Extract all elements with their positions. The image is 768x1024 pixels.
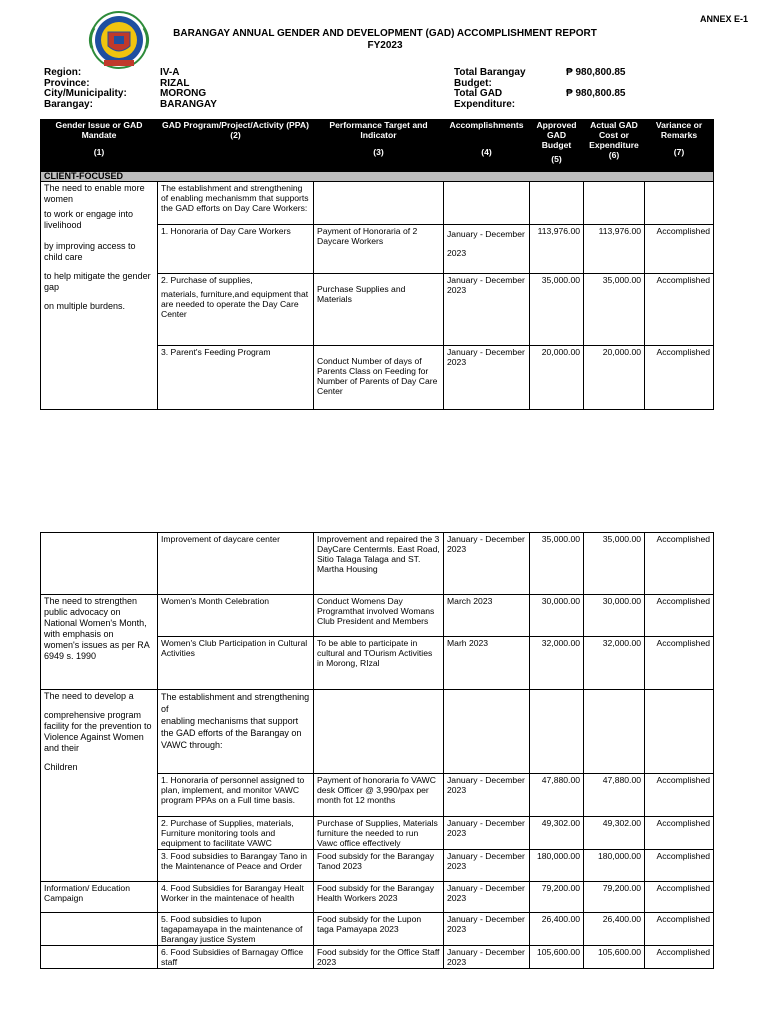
table-row: Improvement of daycare center Improvement and repaired the 3 DayCare Centermls. East Road, Sitio Talaga Talaga and ST. Martha Housing January - December 2023 35,000.00 35,000.00 Accomplished <box>41 533 714 595</box>
table-row: Information/ Education Campaign 4. Food Subsidies for Barangay Healt Worker in the maintenace of health Food subsidy for the Barangay Health Workers 2023 January - December 2023 79,200.00 79,200.00 Accomplished <box>41 882 714 913</box>
table-row: 2. Purchase of supplies, materials, furniture,and equipment that are needed to operate the Day Care Center Purchase Supplies and Materials January - December 2023 35,000.00 35,000.00 Accomplished <box>41 274 714 346</box>
table-row: The need to develop a comprehensive program facility for the prevention to Violence Against Women and their Children The establishment and strengthening of enabling mechanisms that support the GAD efforts of the Barangay on VAWC through: <box>41 690 714 774</box>
table-row: 1. Honoraria of personnel assigned to plan, implement, and monitor VAWC program PPAs on a Full time basis. Payment of honoraria fo VAWC desk Officer @ 3,990/pax per month fot 12 months January - December 2023 47,880.00 47,880.00 Accomplished <box>41 774 714 817</box>
table-row: 1. Honoraria of Day Care Workers Payment of Honoraria of 2 Daycare Workers January - December 2023 113,976.00 113,976.00 Accomplished <box>41 225 714 274</box>
report-title <box>160 28 610 52</box>
location-info <box>44 68 217 110</box>
barangay-seal-logo <box>86 10 152 72</box>
title-line-2: FY2023 <box>367 40 403 51</box>
province-label: Province: <box>44 77 90 89</box>
table-row <box>41 182 714 225</box>
city-label: City/Municipality: <box>44 88 127 99</box>
table-row: The need to strengthen public advocacy on National Women's Month, with emphasis on women's issues as per RA 6949 s. 1990 Women's Month Celebration Conduct Womens Day Programthat involved Womans Club President and Members March 2023 30,000.00 30,000.00 Accomplished <box>41 595 714 637</box>
gad-table-1 <box>40 119 714 410</box>
header-ppa: GAD Program/Project/Activity (PPA) (2) <box>158 120 314 172</box>
gender-issue-cell: Information/ Education Campaign <box>41 882 158 913</box>
gad-expenditure-label: Total GAD Expenditure: <box>454 88 516 110</box>
table-row: 6. Food Subsidies of Barnagay Office staff Food subsidy for the Office Staff 2023 January - December 2023 105,600.00 105,600.00 Accomplished <box>41 946 714 969</box>
annex-label: ANNEX E-1 <box>699 14 748 24</box>
header-target: Performance Target and Indicator (3) <box>314 120 444 172</box>
gender-issue-cell: The need to enable more women to work or engage into livelihood by improving access to child care to help mitigate the gender gap on multiple burdens. <box>41 182 158 410</box>
region-label: Region: <box>44 67 82 78</box>
header-accomplishments: Accomplishments (4) <box>444 120 530 172</box>
header-gender-issue: Gender Issue or GAD Mandate (1) <box>41 120 158 172</box>
total-budget-label: Total Barangay Budget: <box>454 67 526 89</box>
table-row: 3. Parent's Feeding Program Conduct Number of days of Parents Class on Feeding for Number of Parents of Day Care Center January - December 2023 20,000.00 20,000.00 Accomplished <box>41 346 714 410</box>
budget-info <box>454 68 626 110</box>
title-line-1: BARANGAY ANNUAL GENDER AND DEVELOPMENT (GAD) ACCOMPLISHMENT REPORT <box>173 28 597 39</box>
section-client-focused: CLIENT-FOCUSED <box>41 172 714 182</box>
header-approved-budget: Approved GAD Budget (5) <box>530 120 584 172</box>
table-row: Women's Club Participation in Cultural Activities To be able to participate in cultural and TOurism Activities in Morong, RIzal Marh 2023 32,000.00 32,000.00 Accomplished <box>41 637 714 690</box>
ppa-intro: The establishment and strengthening of enabling mechanismm that supports the GAD efforts on Day Care Workers: <box>158 182 314 225</box>
header-remarks: Variance or Remarks (7) <box>645 120 714 172</box>
gender-issue-cell: The need to develop a comprehensive program facility for the prevention to Violence Against Women and their Children <box>41 690 158 882</box>
total-budget-value: ₱ 980,800.85 <box>566 67 626 78</box>
region-value: IV-A <box>160 67 180 78</box>
city-value: MORONG <box>160 88 207 99</box>
gender-issue-cell: The need to strengthen public advocacy on National Women's Month, with emphasis on women's issues as per RA 6949 s. 1990 <box>41 595 158 690</box>
table-row: 3. Food subsidies to Barangay Tano in the Maintenance of Peace and Order Food subsidy for the Barangay Tanod 2023 January - December 2023 180,000.00 180,000.00 Accomplished <box>41 850 714 882</box>
barangay-value: BARANGAY <box>160 98 217 110</box>
barangay-label: Barangay: <box>44 98 93 110</box>
table-row: 2. Purchase of Supplies, materials, Furniture monitoring tools and equipment to facilitate VAWC Purchase of Supplies, Materials furniture the needed to run Vawc office effectively January - December 2023 49,302.00 49,302.00 Accomplished <box>41 817 714 850</box>
gad-expenditure-value: ₱ 980,800.85 <box>566 88 626 99</box>
table-header-row <box>41 120 714 172</box>
gad-table-2 <box>40 532 714 969</box>
table-row: 5. Food subsidies to lupon tagapamayapa in the maintenance of Barangay justice System Food subsidy for the Lupon taga Pamayapa 2023 January - December 2023 26,400.00 26,400.00 Accomplished <box>41 913 714 946</box>
header-actual-cost: Actual GAD Cost or Expenditure (6) <box>584 120 645 172</box>
province-value: RIZAL <box>160 77 190 89</box>
section-row <box>41 172 714 182</box>
